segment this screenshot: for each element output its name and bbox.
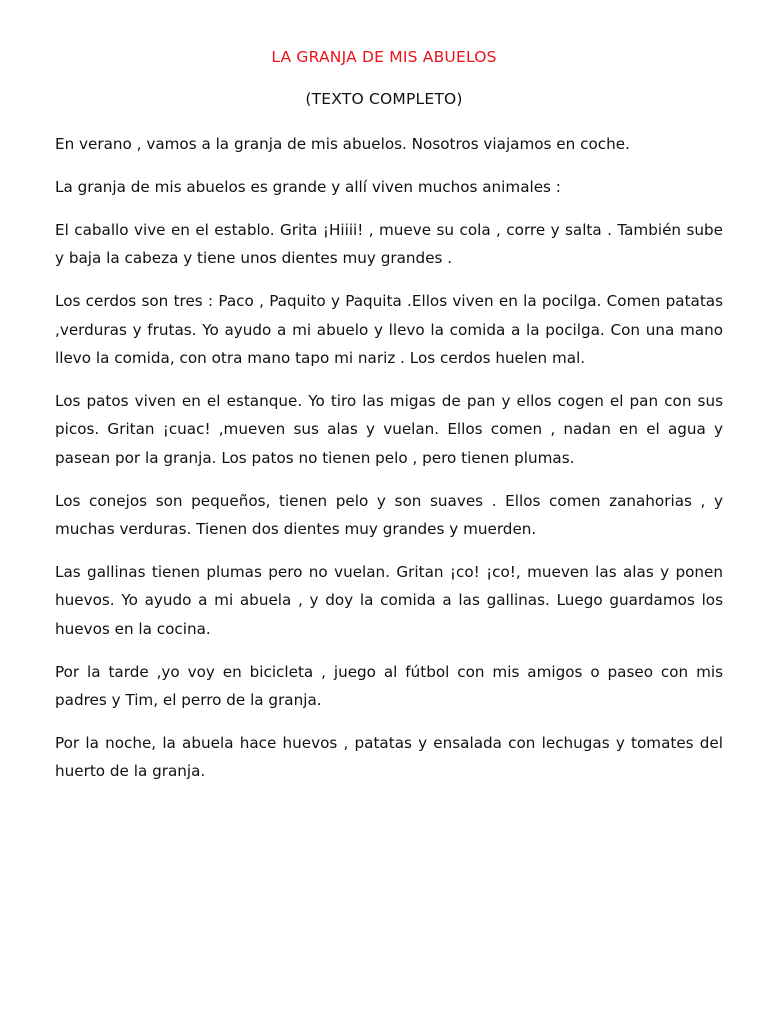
paragraph-afternoon: Por la tarde ,yo voy en bicicleta , juego al fútbol con mis amigos o paseo con mis padres y Tim, el perro de la granja.	[55, 662, 723, 709]
paragraph-hens: Las gallinas tienen plumas pero no vuelan. Gritan ¡co! ¡co!, mueven las alas y ponen huevos. Yo ayudo a mi abuela , y doy la comida a las gallinas. Luego guardamos los huevos en la cocina.	[55, 562, 723, 638]
paragraph-night: Por la noche, la abuela hace huevos , patatas y ensalada con lechugas y tomates del huerto de la granja.	[55, 733, 723, 781]
paragraph-farm-intro: La granja de mis abuelos es grande y allí viven muchos animales :	[55, 177, 561, 196]
paragraph-horse: El caballo vive en el establo. Grita ¡Hiiii! , mueve su cola , corre y salta . También sube y baja la cabeza y tiene unos dientes muy grandes .	[55, 220, 723, 268]
document-title: LA GRANJA DE MIS ABUELOS	[271, 48, 497, 66]
paragraph-rabbits: Los conejos son pequeños, tienen pelo y son suaves . Ellos comen zanahorias , y muchas verduras. Tienen dos dientes muy grandes y muerden.	[55, 491, 723, 538]
paragraph-summer: En verano , vamos a la granja de mis abuelos. Nosotros viajamos en coche.	[55, 135, 630, 153]
document-body	[55, 130, 723, 800]
document-subtitle: (TEXTO COMPLETO)	[305, 90, 463, 108]
paragraph-ducks: Los patos viven en el estanque. Yo tiro las migas de pan y ellos cogen el pan con sus picos. Gritan ¡cuac! ,mueven sus alas y vuelan. Ellos comen , nadan en el agua y pasean por la granja. Los patos no tienen pelo , pero tienen plumas.	[55, 391, 723, 467]
paragraph-pigs: Los cerdos son tres : Paco , Paquito y Paquita .Ellos viven en la pocilga. Comen patatas ,verduras y frutas. Yo ayudo a mi abuelo y llevo la comida a la pocilga. Con una mano llevo la comida, con otra mano tapo mi nariz . Los cerdos huelen mal.	[55, 292, 723, 367]
